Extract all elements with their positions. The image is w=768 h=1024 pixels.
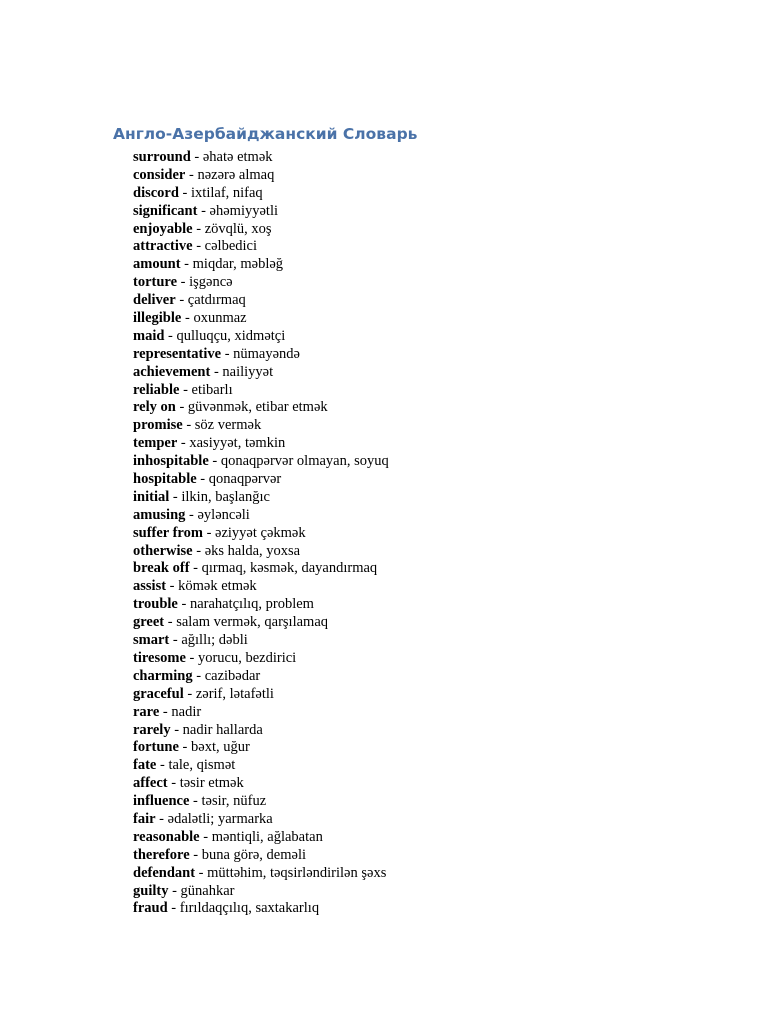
entry-separator: - bbox=[185, 166, 198, 183]
entry-separator: - bbox=[164, 327, 177, 344]
entry-term: reasonable bbox=[133, 828, 200, 845]
vocabulary-entry bbox=[133, 238, 389, 256]
entry-translation: əks halda, yoxsa bbox=[204, 542, 301, 559]
entry-term: fortune bbox=[133, 739, 179, 756]
vocabulary-entry bbox=[133, 364, 389, 382]
entry-separator: - bbox=[202, 524, 216, 541]
entry-term: discord bbox=[133, 184, 179, 201]
entry-separator: - bbox=[208, 453, 221, 470]
entry-term: representative bbox=[133, 345, 222, 362]
entry-term: temper bbox=[133, 435, 178, 452]
vocabulary-entry bbox=[133, 560, 389, 578]
entry-separator: - bbox=[182, 417, 195, 434]
entry-term: torture bbox=[133, 274, 178, 291]
entry-separator: - bbox=[180, 256, 193, 273]
vocabulary-entry bbox=[133, 435, 389, 453]
entry-separator: - bbox=[181, 310, 194, 327]
entry-translation: əyləncəli bbox=[197, 506, 250, 523]
entry-term: guilty bbox=[133, 882, 169, 899]
entry-separator: - bbox=[210, 363, 223, 380]
vocabulary-list bbox=[133, 149, 389, 918]
entry-term: suffer from bbox=[133, 524, 203, 541]
entry-translation: zərif, lətafətli bbox=[195, 685, 274, 702]
vocabulary-entry bbox=[133, 722, 389, 740]
entry-separator: - bbox=[189, 560, 202, 577]
vocabulary-entry bbox=[133, 757, 389, 775]
entry-translation: cazibədar bbox=[204, 667, 261, 684]
entry-translation: əhəmiyyətli bbox=[209, 202, 278, 219]
entry-term: reliable bbox=[133, 381, 180, 398]
vocabulary-entry bbox=[133, 346, 389, 364]
entry-term: otherwise bbox=[133, 542, 193, 559]
entry-separator: - bbox=[192, 220, 205, 237]
entry-translation: ədalətli; yarmarka bbox=[167, 810, 273, 827]
entry-term: rely on bbox=[133, 399, 176, 416]
entry-term: smart bbox=[133, 632, 170, 649]
entry-term: rarely bbox=[133, 721, 171, 738]
entry-translation: nailiyyət bbox=[222, 363, 274, 380]
vocabulary-entry bbox=[133, 256, 389, 274]
vocabulary-entry bbox=[133, 185, 389, 203]
vocabulary-entry bbox=[133, 704, 389, 722]
vocabulary-entry bbox=[133, 865, 389, 883]
entry-separator: - bbox=[221, 345, 234, 362]
entry-separator: - bbox=[178, 184, 192, 201]
vocabulary-entry bbox=[133, 686, 389, 704]
entry-separator: - bbox=[185, 649, 198, 666]
entry-translation: fırıldaqçılıq, saxtakarlıq bbox=[179, 900, 320, 917]
vocabulary-entry bbox=[133, 274, 389, 292]
entry-term: trouble bbox=[133, 596, 178, 613]
vocabulary-entry bbox=[133, 417, 389, 435]
document-title: Англо-Азербайджанский Словарь bbox=[113, 125, 418, 143]
vocabulary-entry bbox=[133, 668, 389, 686]
entry-separator: - bbox=[166, 578, 179, 595]
entry-term: fate bbox=[133, 757, 157, 774]
entry-translation: narahatçılıq, problem bbox=[189, 596, 314, 613]
entry-translation: nadir bbox=[171, 703, 202, 720]
vocabulary-entry bbox=[133, 847, 389, 865]
entry-term: defendant bbox=[133, 864, 196, 881]
entry-translation: oxunmaz bbox=[193, 310, 247, 327]
entry-term: consider bbox=[133, 166, 186, 183]
entry-term: enjoyable bbox=[133, 220, 193, 237]
entry-separator: - bbox=[177, 435, 190, 452]
entry-term: rare bbox=[133, 703, 160, 720]
entry-term: therefore bbox=[133, 846, 190, 863]
entry-term: achievement bbox=[133, 363, 211, 380]
vocabulary-entry bbox=[133, 525, 389, 543]
entry-term: deliver bbox=[133, 292, 176, 309]
vocabulary-entry bbox=[133, 775, 389, 793]
vocabulary-entry bbox=[133, 578, 389, 596]
entry-translation: ilkin, başlanğıc bbox=[181, 488, 270, 505]
entry-translation: ağıllı; dəbli bbox=[181, 632, 248, 649]
entry-separator: - bbox=[189, 793, 202, 810]
entry-translation: nümayəndə bbox=[233, 345, 300, 362]
entry-translation: günahkar bbox=[180, 882, 235, 899]
entry-term: attractive bbox=[133, 238, 193, 255]
entry-separator: - bbox=[185, 506, 198, 523]
entry-term: greet bbox=[133, 614, 165, 631]
vocabulary-entry bbox=[133, 221, 389, 239]
entry-translation: etibarlı bbox=[191, 381, 233, 398]
entry-separator: - bbox=[179, 381, 192, 398]
entry-term: illegible bbox=[133, 310, 182, 327]
entry-term: promise bbox=[133, 417, 183, 434]
vocabulary-entry bbox=[133, 883, 389, 901]
vocabulary-entry bbox=[133, 811, 389, 829]
entry-translation: təsir, nüfuz bbox=[201, 793, 267, 810]
entry-separator: - bbox=[177, 596, 190, 613]
entry-term: graceful bbox=[133, 685, 184, 702]
entry-separator: - bbox=[178, 739, 192, 756]
vocabulary-entry bbox=[133, 382, 389, 400]
entry-translation: söz vermək bbox=[194, 417, 262, 434]
vocabulary-entry bbox=[133, 203, 389, 221]
vocabulary-entry bbox=[133, 543, 389, 561]
entry-translation: çatdırmaq bbox=[187, 292, 246, 309]
entry-separator: - bbox=[155, 810, 168, 827]
entry-separator: - bbox=[192, 667, 205, 684]
entry-separator: - bbox=[159, 703, 172, 720]
entry-term: influence bbox=[133, 793, 190, 810]
vocabulary-entry bbox=[133, 632, 389, 650]
entry-translation: əhatə etmək bbox=[202, 149, 273, 165]
entry-translation: qonaqpərvər olmayan, soyuq bbox=[220, 453, 389, 470]
vocabulary-entry bbox=[133, 596, 389, 614]
entry-translation: qırmaq, kəsmək, dayandırmaq bbox=[201, 560, 378, 577]
vocabulary-entry bbox=[133, 650, 389, 668]
vocabulary-entry bbox=[133, 292, 389, 310]
entry-translation: zövqlü, xoş bbox=[204, 220, 272, 237]
entry-separator: - bbox=[175, 292, 188, 309]
entry-translation: təsir etmək bbox=[179, 775, 244, 792]
entry-translation: işgəncə bbox=[189, 274, 233, 291]
entry-separator: - bbox=[156, 757, 169, 774]
entry-translation: buna görə, deməli bbox=[201, 846, 307, 863]
entry-translation: qulluqçu, xidmətçi bbox=[176, 327, 286, 344]
entry-translation: miqdar, məbləğ bbox=[192, 256, 284, 273]
entry-term: charming bbox=[133, 667, 193, 684]
entry-separator: - bbox=[196, 471, 209, 488]
entry-translation: tale, qismət bbox=[168, 757, 236, 774]
vocabulary-entry bbox=[133, 453, 389, 471]
entry-translation: müttəhim, təqsirləndirilən şəxs bbox=[207, 864, 387, 881]
entry-term: tiresome bbox=[133, 649, 186, 666]
entry-term: hospitable bbox=[133, 471, 197, 488]
vocabulary-entry bbox=[133, 471, 389, 489]
vocabulary-entry bbox=[133, 507, 389, 525]
entry-translation: bəxt, uğur bbox=[191, 739, 250, 756]
entry-translation: güvənmək, etibar etmək bbox=[187, 399, 328, 416]
entry-separator: - bbox=[167, 775, 180, 792]
vocabulary-entry bbox=[133, 399, 389, 417]
entry-term: amusing bbox=[133, 506, 186, 523]
entry-separator: - bbox=[168, 882, 181, 899]
entry-translation: ixtilaf, nifaq bbox=[191, 184, 263, 201]
vocabulary-entry bbox=[133, 328, 389, 346]
entry-term: affect bbox=[133, 775, 168, 792]
entry-separator: - bbox=[190, 149, 203, 165]
entry-separator: - bbox=[167, 900, 180, 917]
vocabulary-entry bbox=[133, 614, 389, 632]
entry-translation: cəlbedici bbox=[204, 238, 258, 255]
vocabulary-entry bbox=[133, 793, 389, 811]
entry-translation: əziyyət çəkmək bbox=[215, 524, 306, 541]
entry-separator: - bbox=[175, 399, 188, 416]
entry-separator: - bbox=[170, 721, 183, 738]
entry-term: break off bbox=[133, 560, 190, 577]
entry-translation: xasiyyət, təmkin bbox=[189, 435, 286, 452]
entry-separator: - bbox=[169, 632, 182, 649]
entry-separator: - bbox=[177, 274, 190, 291]
entry-translation: qonaqpərvər bbox=[208, 471, 282, 488]
entry-separator: - bbox=[195, 864, 208, 881]
entry-translation: yorucu, bezdirici bbox=[197, 649, 297, 666]
vocabulary-entry bbox=[133, 489, 389, 507]
entry-translation: salam vermək, qarşılamaq bbox=[176, 614, 329, 631]
vocabulary-entry bbox=[133, 739, 389, 757]
entry-term: initial bbox=[133, 488, 170, 505]
entry-separator: - bbox=[192, 238, 205, 255]
entry-term: assist bbox=[133, 578, 167, 595]
entry-separator: - bbox=[189, 846, 202, 863]
vocabulary-entry bbox=[133, 310, 389, 328]
entry-term: maid bbox=[133, 327, 165, 344]
entry-translation: məntiqli, ağlabatan bbox=[211, 828, 323, 845]
entry-term: significant bbox=[133, 202, 198, 219]
vocabulary-entry bbox=[133, 167, 389, 185]
entry-term: inhospitable bbox=[133, 453, 209, 470]
entry-term: fair bbox=[133, 810, 156, 827]
vocabulary-entry bbox=[133, 900, 389, 918]
entry-translation: kömək etmək bbox=[178, 578, 257, 595]
vocabulary-entry bbox=[133, 149, 389, 167]
vocabulary-entry bbox=[133, 829, 389, 847]
entry-translation: nəzərə almaq bbox=[197, 166, 275, 183]
entry-separator: - bbox=[199, 828, 212, 845]
entry-translation: nadir hallarda bbox=[182, 721, 263, 738]
entry-separator: - bbox=[164, 614, 177, 631]
entry-separator: - bbox=[183, 685, 196, 702]
entry-term: surround bbox=[133, 149, 191, 165]
entry-separator: - bbox=[192, 542, 205, 559]
entry-term: amount bbox=[133, 256, 181, 273]
entry-term: fraud bbox=[133, 900, 168, 917]
entry-separator: - bbox=[169, 488, 182, 505]
entry-separator: - bbox=[197, 202, 210, 219]
